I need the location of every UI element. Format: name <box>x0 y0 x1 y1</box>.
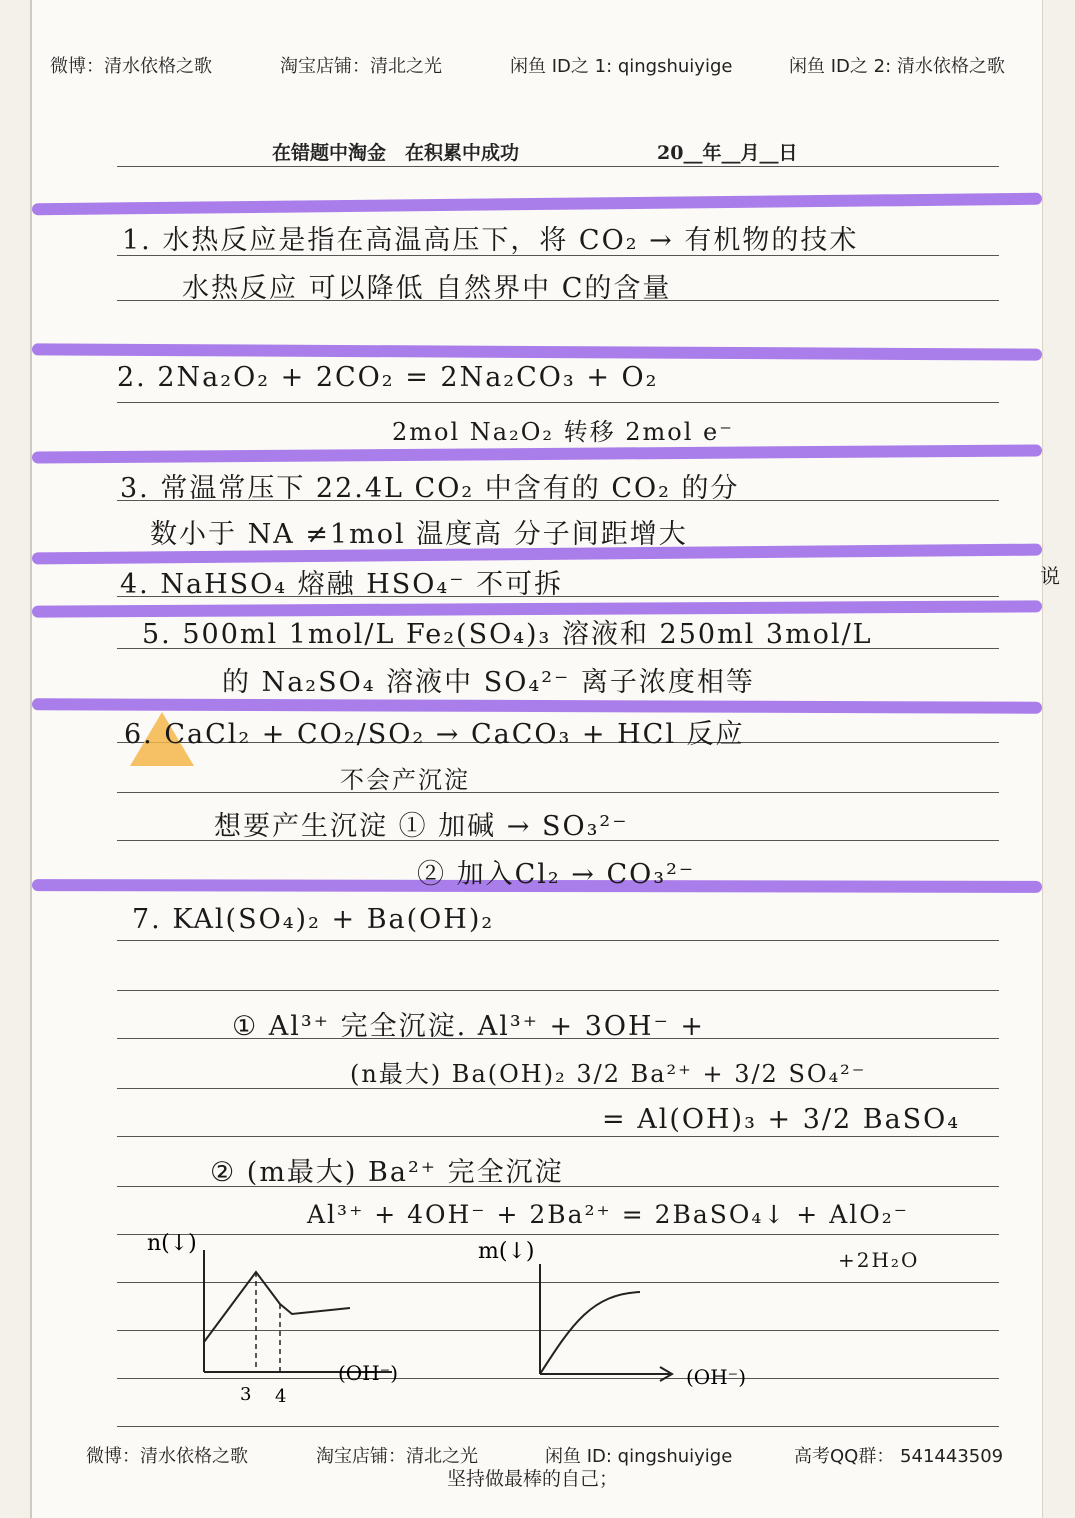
note-7-line-3: (n最大) Ba(OH)₂ 3/2 Ba²⁺ + 3/2 SO₄²⁻ <box>350 1060 867 1088</box>
note-7-line-6: Al³⁺ + 4OH⁻ + 2Ba²⁺ = 2BaSO₄↓ + AlO₂⁻ <box>307 1200 909 1229</box>
note-2-line-1: 2. 2Na₂O₂ + 2CO₂ = 2Na₂CO₃ + O₂ <box>117 362 659 393</box>
graph-m-x-label: (OH⁻) <box>686 1365 746 1389</box>
slogan: 坚持做最棒的自己； <box>447 1468 619 1490</box>
note-7-line-4: = Al(OH)₃ + 3/2 BaSO₄ <box>602 1104 961 1135</box>
note-4: 4. NaHSO₄ 熔融 HSO₄⁻ 不可拆 <box>120 569 564 600</box>
sketch-graph-m <box>472 1234 792 1404</box>
header-taobao: 淘宝店铺：清北之光 <box>280 56 442 77</box>
note-5-line-1: 5. 500ml 1mol/L Fe₂(SO₄)₃ 溶液和 250ml 3mol/L <box>142 619 873 650</box>
note-7-line-2: ① Al³⁺ 完全沉淀. Al³⁺ + 3OH⁻ + <box>232 1011 706 1042</box>
note-2-line-2: 2mol Na₂O₂ 转移 2mol e⁻ <box>392 418 734 446</box>
note-1-line-2: 水热反应 可以降低 自然界中 C的含量 <box>182 273 672 304</box>
ruled-line <box>117 402 999 403</box>
header-weibo: 微博：清水依格之歌 <box>50 56 212 77</box>
notebook-page <box>30 0 1043 1518</box>
graph-n-tick-4: 4 <box>275 1386 287 1407</box>
header-xianyu-1: 闲鱼 ID之 1: qingshuiyige <box>510 56 733 77</box>
highlight-separator <box>32 444 1042 463</box>
side-margin-text: 说 <box>1040 564 1060 588</box>
note-6-line-3: 想要产生沉淀 ① 加碱 → SO₃²⁻ <box>214 811 629 842</box>
date-field: 20__年__月__日 <box>657 142 798 164</box>
ruled-line <box>117 1136 999 1137</box>
sketch-graph-n <box>142 1230 402 1410</box>
ruled-line <box>117 1426 999 1427</box>
ruled-line <box>117 166 999 167</box>
note-3-line-1: 3. 常温常压下 22.4L CO₂ 中含有的 CO₂ 的分 <box>120 473 740 504</box>
note-7-line-7: +2H₂O <box>838 1248 920 1272</box>
note-6-line-2: 不会产沉淀 <box>340 766 470 794</box>
graph-m-y-label: m(↓) <box>478 1239 535 1264</box>
footer-taobao: 淘宝店铺：清北之光 <box>316 1446 478 1467</box>
footer-xianyu: 闲鱼 ID: qingshuiyige <box>545 1446 733 1467</box>
note-7-line-5: ② (m最大) Ba²⁺ 完全沉淀 <box>210 1157 564 1188</box>
motto: 在错题中淘金 在积累中成功 <box>272 142 520 164</box>
highlight-separator <box>32 343 1042 360</box>
ruled-line <box>117 792 999 793</box>
note-6-line-1: 6. CaCl₂ + CO₂/SO₂ → CaCO₃ + HCl 反应 <box>124 719 745 750</box>
footer-weibo: 微博：清水依格之歌 <box>86 1446 248 1467</box>
graph-n-tick-3: 3 <box>240 1384 252 1405</box>
graph-n-x-label: (OH⁻) <box>338 1361 398 1385</box>
ruled-line <box>117 940 999 941</box>
footer-qq: 高考QQ群： 541443509 <box>794 1446 1004 1467</box>
note-5-line-2: 的 Na₂SO₄ 溶液中 SO₄²⁻ 离子浓度相等 <box>222 667 755 698</box>
ruled-line <box>117 990 999 991</box>
header-xianyu-2: 闲鱼 ID之 2: 清水依格之歌 <box>789 56 1005 77</box>
graph-n-y-label: n(↓) <box>147 1231 197 1256</box>
note-7-line-1: 7. KAl(SO₄)₂ + Ba(OH)₂ <box>132 904 495 935</box>
note-3-line-2: 数小于 NA ≠1mol 温度高 分子间距增大 <box>150 519 688 550</box>
highlight-separator <box>32 193 1042 216</box>
note-6-line-4: ② 加入Cl₂ → CO₃²⁻ <box>417 859 696 890</box>
note-1-line-1: 1. 水热反应是指在高温高压下，将 CO₂ → 有机物的技术 <box>122 225 859 256</box>
